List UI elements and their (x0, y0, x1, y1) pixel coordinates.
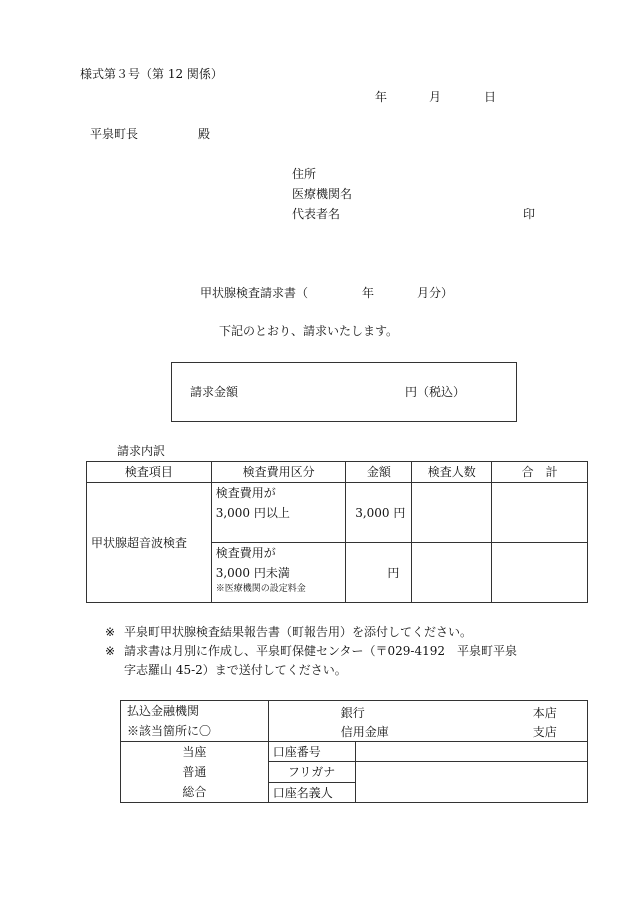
request-text: 下記のとおり、請求いたします。 (219, 324, 399, 338)
bank-label-cell (121, 701, 269, 742)
date-month: 月 (429, 90, 442, 104)
amount-2-value: 円 (387, 565, 400, 580)
exam-item-cell (87, 483, 212, 603)
fee1-line1: 検査費用が (215, 486, 276, 500)
furigana-label-text: フリガナ (287, 765, 336, 779)
bank-name-cell (268, 701, 587, 742)
total-2[interactable] (492, 543, 588, 603)
header-amount: 金額 (346, 462, 412, 483)
header-exam-item: 検査項目 (87, 462, 212, 483)
addressee-honorific: 殿 (198, 127, 211, 141)
header-fee-category: 検査費用区分 (211, 462, 346, 483)
header-count: 検査人数 (412, 462, 492, 483)
seal-mark: 印 (523, 207, 536, 221)
applicant-institution: 医療機関名 (292, 187, 353, 201)
account-type-savings[interactable]: 普通 (182, 765, 207, 779)
fee2-line2: 3,000 円未満 (215, 566, 290, 580)
account-number-label (268, 742, 355, 762)
account-number-label-text: 口座番号 (272, 744, 321, 759)
header-total: 合 計 (492, 462, 588, 483)
form-number: 様式第３号（第 12 関係） (80, 67, 223, 81)
fee2-line1: 検査費用が (215, 546, 276, 560)
account-type-current[interactable]: 当座 (182, 745, 207, 759)
account-number-field[interactable] (355, 742, 587, 762)
count-2[interactable] (412, 543, 492, 603)
amount-1 (346, 483, 412, 543)
amount-1-value: 3,000 円 (355, 505, 406, 520)
date-year: 年 (375, 90, 388, 104)
note-mark-1: ※ (105, 625, 116, 639)
bank-type-bank[interactable]: 銀行 (340, 706, 365, 720)
bank-label-2: ※該当箇所に〇 (127, 724, 212, 738)
branch-head-office[interactable]: 本店 (532, 706, 557, 720)
amount-box (171, 362, 517, 422)
amount-2 (346, 543, 412, 603)
note-1: 平泉町甲状腺検査結果報告書（町報告用）を添付してください。 (124, 625, 473, 639)
note-2-line1: 請求書は月別に作成し、平泉町保健センター（〒029-4192 平泉町平泉 (124, 644, 518, 658)
amount-label: 請求金額 (190, 385, 239, 399)
details-heading: 請求内訳 (117, 444, 166, 458)
bank-label-1: 払込金融機関 (127, 704, 200, 718)
branch-branch[interactable]: 支店 (532, 725, 557, 739)
furigana-label (268, 762, 355, 783)
account-type-cell (121, 742, 269, 803)
account-type-general[interactable]: 総合 (182, 785, 207, 799)
note-2-line2: 字志羅山 45-2）まで送付してください。 (124, 663, 347, 677)
document-title: 甲状腺検査請求書（ (200, 286, 309, 300)
total-1[interactable] (492, 483, 588, 543)
title-year: 年 (362, 286, 375, 300)
amount-unit: 円（税込） (405, 385, 466, 399)
account-name-label-text: 口座名義人 (272, 785, 333, 800)
fee1-line2: 3,000 円以上 (215, 506, 290, 520)
note-mark-2: ※ (105, 644, 116, 658)
fee-category-2 (211, 543, 346, 603)
date-day: 日 (484, 90, 497, 104)
bank-type-credit-union[interactable]: 信用金庫 (340, 725, 389, 739)
applicant-representative: 代表者名 (292, 207, 341, 221)
count-1[interactable] (412, 483, 492, 543)
bank-table (120, 700, 588, 803)
addressee-name: 平泉町長 (90, 127, 139, 141)
details-table (86, 461, 588, 603)
account-name-field[interactable] (355, 762, 587, 803)
fee2-note: ※医療機関の設定料金 (215, 584, 306, 594)
title-month: 月分） (417, 286, 454, 300)
account-name-label (268, 783, 355, 803)
exam-item-text: 甲状腺超音波検査 (91, 535, 188, 550)
applicant-address: 住所 (292, 167, 317, 181)
fee-category-1 (211, 483, 346, 543)
